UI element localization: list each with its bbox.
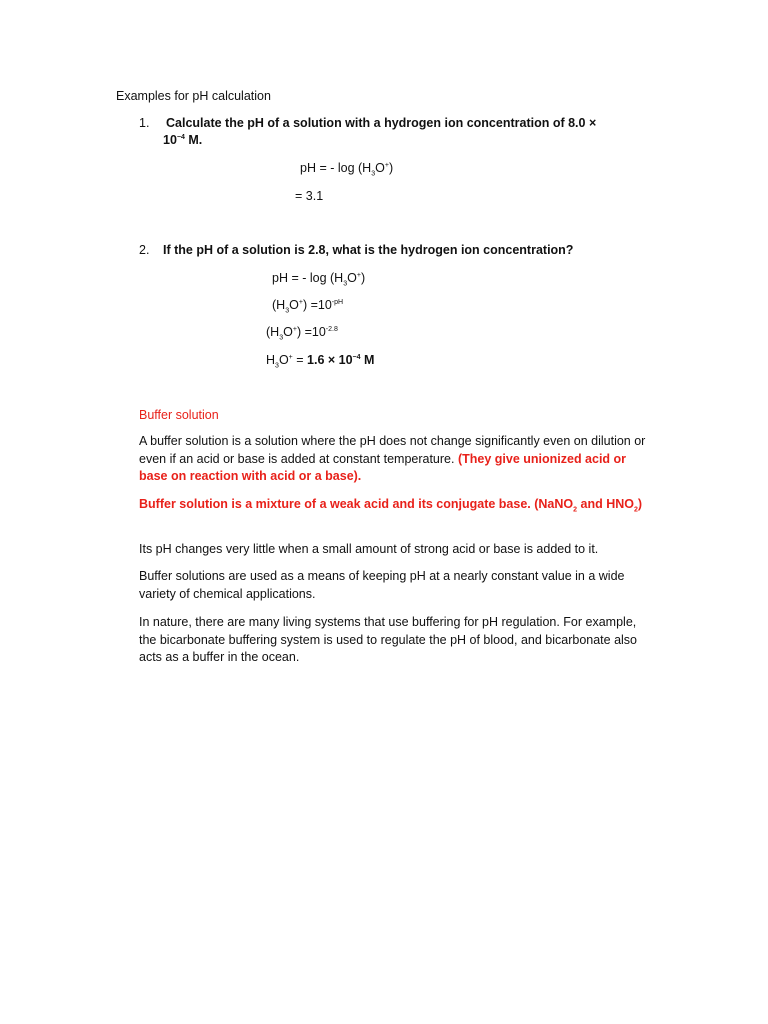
document-title: Examples for pH calculation [116, 89, 271, 103]
q1-answer: = 3.1 [295, 189, 324, 203]
q2-text: If the pH of a solution is 2.8, what is the hydrogen ion concentration? [163, 243, 574, 257]
buffer-paragraph-4: Buffer solutions are used as a means of keeping pH at a nearly constant value in a wide variety of chemical applications. [139, 569, 625, 601]
buffer-paragraph-1: A buffer solution is a solution where the pH does not change significantly even on dilution or even if an acid or base is added at constant temperature. (They give unionized acid or base on reaction with acid or a base). [139, 434, 646, 483]
buffer-paragraph-2: Buffer solution is a mixture of a weak acid and its conjugate base. (NaNO$_2$ and $HNO_2$) [139, 497, 643, 514]
buffer-paragraph-3: Its pH changes very little when a small amount of strong acid or base is added to it. [139, 542, 599, 556]
q2-equation-3: $(H_3O^+) =10^{-2.8}$ [266, 325, 338, 342]
q1-text-line2: $10^{-4}$ M. [163, 133, 203, 147]
buffer-heading: Buffer solution [139, 408, 219, 422]
q2-equation-1: pH = - $\log (H_3O^+)$ [272, 271, 366, 288]
q1-text-line1: Calculate the pH of a solution with a hydrogen ion concentration of 8.0 × [166, 116, 597, 130]
q2-equation-2: $(H_3O^+) =10^{-pH}$ [272, 298, 344, 315]
q1-number: 1. [139, 116, 150, 130]
q2-number: 2. [139, 243, 150, 257]
q1-equation: pH = - $\log (H_3O^+)$ [300, 161, 394, 178]
q2-answer: $H_3O^+ = 1.6 \times 10^{-4}$ M [266, 353, 375, 370]
buffer-paragraph-5: In nature, there are many living systems that use buffering for pH regulation. For example, the bicarbonate buffering system is used to regulate the pH of blood, and bicarbonate also acts as a buffer in the ocean. [139, 615, 638, 664]
